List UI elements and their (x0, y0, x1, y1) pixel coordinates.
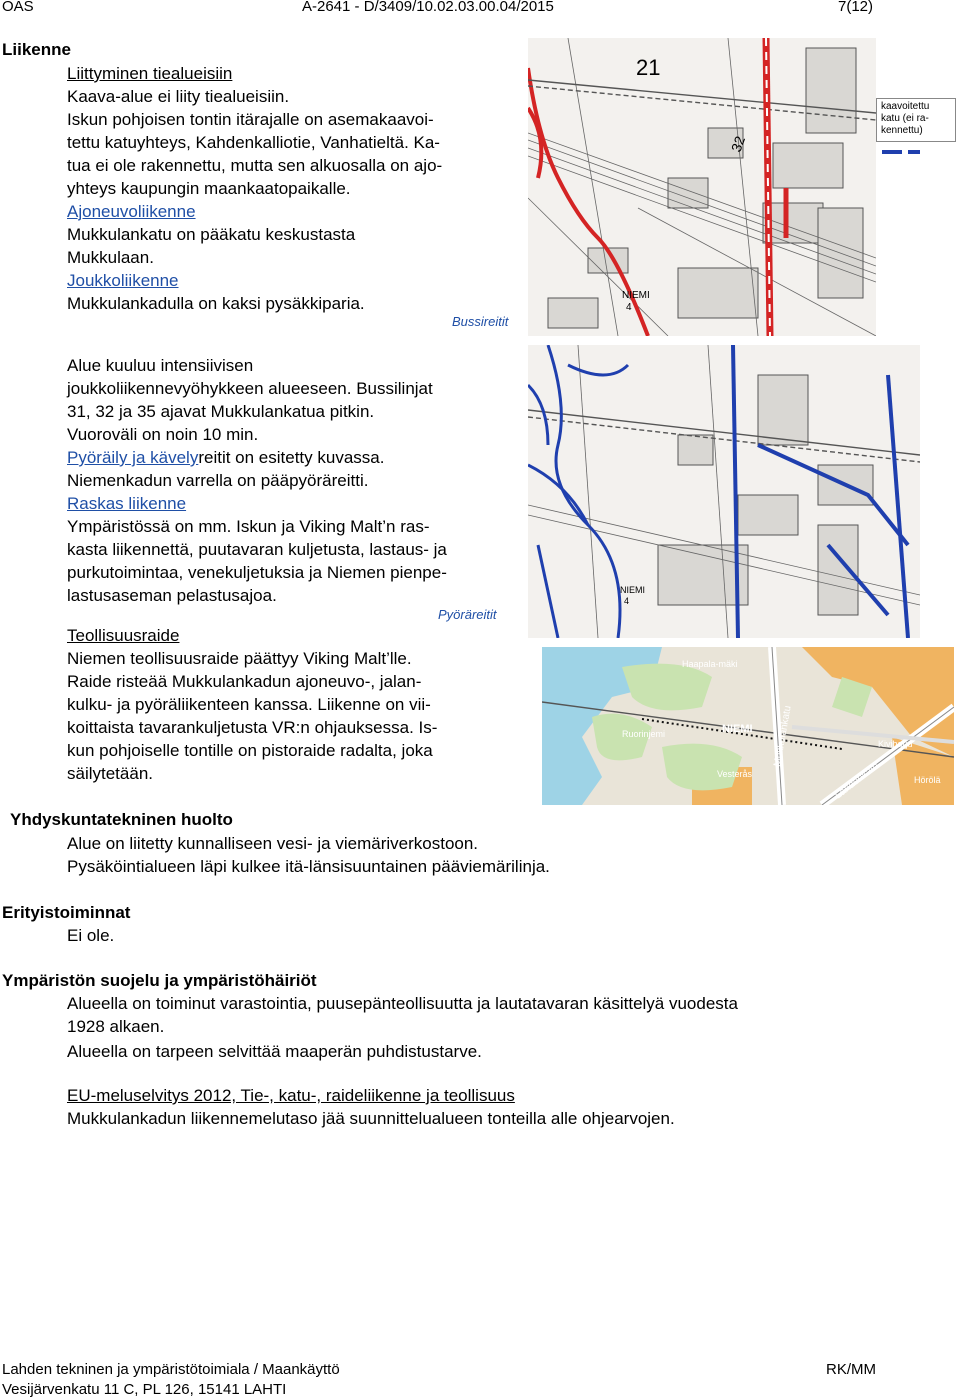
legend-swatch-dash (908, 150, 920, 154)
cycle-route-map (528, 345, 920, 638)
paragraph-line: tua ei ole rakennettu, mutta sen alkuosalla on ajo- (67, 156, 443, 175)
paragraph-line: tettu katuyhteys, Kahdenkalliotie, Vanhatieltä. Ka- (67, 133, 440, 152)
paragraph-line: kasta liikennettä, puutavaran kuljetusta, lastaus- ja (67, 540, 447, 559)
paragraph-line: Niemenkadun varrella on pääpyöräreitti. (67, 471, 369, 490)
subheading-pyoraily: Pyöräily ja kävely (67, 448, 199, 467)
paragraph-line: purkutoimintaa, venekuljetuksia ja Niemen pienpe- (67, 563, 447, 582)
rail-overview-map-drawing (542, 647, 954, 805)
paragraph-line (67, 446, 384, 469)
subheading-ajoneuvoliikenne: Ajoneuvoliikenne (67, 202, 196, 221)
map-label-ruorinjemi: Ruorinjemi (622, 729, 666, 739)
map-label-vesteras: Vesterås (717, 769, 753, 779)
paragraph-line: Mukkulankadun liikennemelutaso jää suunnittelualueen tonteilla alle ohjearvojen. (67, 1109, 675, 1128)
paragraph-line: yhteys kaupungin maankaatopaikalle. (67, 179, 351, 198)
subheading-eu-meluselvitys: EU-meluselvitys 2012, Tie-, katu-, raideliikenne ja teollisuus (67, 1086, 515, 1105)
paragraph-line: Pysäköintialueen läpi kulkee itä-länsisuuntainen pääviemärilinja. (67, 857, 550, 876)
paragraph-line: koittaista tavarankuljetusta VR:n ohjauksessa. Is- (67, 718, 438, 737)
map-label-haapalamaki: Haapala-mäki (682, 659, 738, 669)
paragraph-line: kulku- ja pyöräliikenteen kanssa. Liikenne on vii- (67, 695, 431, 714)
subheading-joukkoliikenne: Joukkoliikenne (67, 271, 179, 290)
subheading-liittyminen: Liittyminen tiealueisiin (67, 64, 233, 83)
paragraph-line: Mukkulankadulla on kaksi pysäkkiparia. (67, 294, 365, 313)
section-heading-ymparisto: Ympäristön suojelu ja ympäristöhäiriöt (2, 971, 317, 990)
footer-address: Vesijärvenkatu 11 C, PL 126, 15141 LAHTI (2, 1381, 287, 1398)
map-label-mukkulankatu: Mukkulankatu (772, 704, 794, 768)
paragraph-line: Mukkulankatu on pääkatu keskustasta (67, 225, 356, 244)
footer-initials: RK/MM (826, 1361, 876, 1378)
paragraph-line: Alue on liitetty kunnalliseen vesi- ja viemäriverkostoon. (67, 834, 479, 853)
map-label-32: 32 (727, 133, 749, 155)
section-heading-liikenne: Liikenne (2, 40, 71, 59)
paragraph-line: Raide risteää Mukkulankadun ajoneuvo-, jalan- (67, 672, 422, 691)
bus-route-map (528, 38, 876, 336)
subheading-raskas-liikenne: Raskas liikenne (67, 494, 187, 513)
paragraph-line: Alueella on toiminut varastointia, puusepänteollisuutta ja lautatavaran käsittelyä vuodesta (67, 994, 738, 1013)
paragraph-line: Alueella on tarpeen selvittää maaperän puhdistustarve. (67, 1042, 482, 1061)
map-label-kiviharju: Kiviharju (878, 739, 913, 749)
page-number: 7(12) (838, 0, 874, 15)
header-left: OAS (2, 0, 34, 15)
map-label-niemi: NIEMI (722, 723, 753, 735)
map-label-niemi-number: 4 (626, 302, 632, 313)
map-label-lahdenkatu: Lahdenkatu (833, 760, 882, 802)
map-label-niemi: NIEMI (620, 585, 646, 595)
text-fragment: reitit on esitetty kuvassa. (198, 448, 385, 467)
paragraph-line: säilytetään. (67, 764, 153, 783)
subheading-teollisuusraide: Teollisuusraide (67, 626, 180, 645)
paragraph-line: Ympäristössä on mm. Iskun ja Viking Malt’n ras- (67, 517, 430, 536)
paragraph-line: Mukkulaan. (67, 248, 154, 267)
paragraph-line: Alue kuuluu intensiivisen (67, 356, 254, 375)
paragraph-line: Vuoroväli on noin 10 min. (67, 425, 259, 444)
paragraph-line: 31, 32 ja 35 ajavat Mukkulankatua pitkin. (67, 402, 375, 421)
paragraph-line: Ei ole. (67, 926, 115, 945)
map-label-niemi-number: 4 (624, 596, 630, 606)
cycle-route-map-drawing (528, 345, 920, 638)
rail-overview-map (542, 647, 954, 805)
map-label-horola: Hörölä (914, 775, 941, 785)
footer-organization: Lahden tekninen ja ympäristötoimiala / Maankäyttö (2, 1361, 340, 1378)
paragraph-line: kun pohjoiselle tontille on pistoraide radalta, joka (67, 741, 433, 760)
document-number: A-2641 - D/3409/10.02.03.00.04/2015 (302, 0, 554, 15)
caption-pyorareitit: Pyöräreitit (438, 607, 497, 622)
bus-route-map-drawing (528, 38, 876, 336)
caption-bussireitit: Bussireitit (452, 314, 509, 329)
paragraph-line: lastusaseman pelastusajoa. (67, 586, 277, 605)
section-heading-huolto: Yhdyskuntatekninen huolto (10, 810, 233, 829)
paragraph-line: 1928 alkaen. (67, 1017, 165, 1036)
legend-swatch-dash (882, 150, 902, 154)
paragraph-line: joukkoliikennevyöhykkeen alueeseen. Bussilinjat (67, 379, 433, 398)
paragraph-line: Niemen teollisuusraide päättyy Viking Malt’lle. (67, 649, 412, 668)
map-legend-label: kaavoitettu katu (ei ra-kennettu) (881, 101, 930, 136)
map-label-21: 21 (636, 55, 661, 80)
paragraph-line: Iskun pohjoisen tontin itärajalle on asemakaavoi- (67, 110, 434, 129)
map-label-niemi: NIEMI (622, 290, 650, 301)
section-heading-erityistoiminnat: Erityistoiminnat (2, 903, 131, 922)
map-legend (876, 98, 956, 142)
paragraph-line: Kaava-alue ei liity tiealueisiin. (67, 87, 290, 106)
